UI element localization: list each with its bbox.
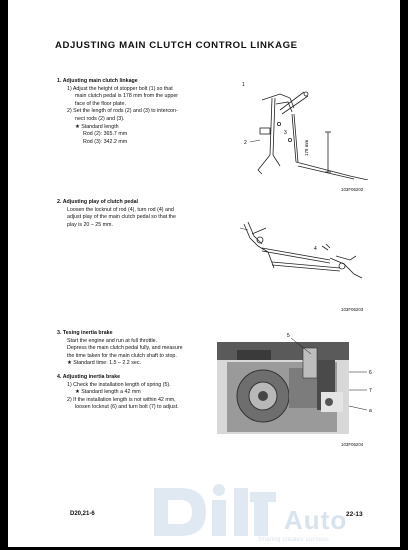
section-1 <box>57 78 232 146</box>
section-1-line: Rod (2): 365.7 mm <box>83 131 128 138</box>
figure-1-caption: 103F06202 <box>341 187 364 192</box>
section-4-heading: 4. Adjusting inertia brake <box>57 374 121 380</box>
section-4-line: 2) If the installation length is not within 42 mm, <box>67 396 176 403</box>
figure-inertia-brake <box>217 332 377 434</box>
section-1-line: nect rods (2) and (3). <box>75 115 125 122</box>
fig3-label-6: 6 <box>369 370 372 376</box>
dim-label-178: 178 mm <box>304 139 309 156</box>
left-border <box>0 0 8 550</box>
section-3-line: Start the engine and run at full throttle. <box>67 337 158 344</box>
fig1-label-3: 3 <box>284 130 287 136</box>
section-3-line: the time taken for the main clutch shaft to stop. <box>67 352 177 359</box>
fig2-label-4: 4 <box>314 246 317 252</box>
section-1-line: ★ Standard length <box>75 123 119 130</box>
section-4-line: ★ Standard length a 42 mm <box>75 389 141 396</box>
footer-page-number: 22-13 <box>346 511 363 518</box>
section-2-heading: 2. Adjusting play of clutch pedal <box>57 199 139 205</box>
section-2 <box>57 199 232 229</box>
section-1-line: 2) Set the length of rods (2) and (3) to intercon- <box>67 108 178 115</box>
fig1-label-2: 2 <box>244 140 247 146</box>
watermark-subtext: Sharing creates success <box>258 536 329 543</box>
section-2-line: Loosen the locknut of rod (4), turn rod (4) and <box>67 206 174 213</box>
section-3-line: Depress the main clutch pedal fully, and measure <box>67 345 183 352</box>
fig3-label-7: 7 <box>369 388 372 394</box>
section-1-line: face of the floor plate. <box>75 100 126 107</box>
figure-2-caption: 103F06203 <box>341 307 364 312</box>
section-1-line: Rod (3): 342.2 mm <box>83 138 128 145</box>
figure-clutch-linkage <box>232 80 372 180</box>
section-1-heading: 1. Adjusting main clutch linkage <box>57 78 138 84</box>
section-3-heading: 3. Tesing inertia brake <box>57 330 113 336</box>
section-2-line: adjust play of the main clutch pedal so that the <box>67 214 176 221</box>
figure-3-caption: 103F06204 <box>341 442 364 447</box>
section-4-line: loosen locknut (6) and turn bolt (7) to adjust. <box>75 404 179 411</box>
section-4-line: 1) Check the installation length of spring (5). <box>67 381 171 388</box>
section-3 <box>57 330 232 368</box>
watermark-text: Auto <box>284 505 348 535</box>
fig3-label-5: 5 <box>287 333 290 339</box>
section-2-line: play is 20 – 25 mm. <box>67 221 113 228</box>
right-border <box>400 0 408 550</box>
page-title: ADJUSTING MAIN CLUTCH CONTROL LINKAGE <box>55 40 298 51</box>
fig1-label-1: 1 <box>242 82 245 88</box>
section-3-line: ★ Standard time: 1.5 – 2.2 sec. <box>67 360 141 367</box>
section-1-line: main clutch pedal is 178 mm from the upper <box>75 93 179 100</box>
figure-clutch-pedal-play <box>232 216 372 286</box>
footer-model: D20,21-6 <box>70 511 95 517</box>
section-4 <box>57 374 232 412</box>
fig3-label-a: a <box>369 408 372 414</box>
section-1-line: 1) Adjust the height of stopper bolt (1) so that <box>67 85 173 92</box>
